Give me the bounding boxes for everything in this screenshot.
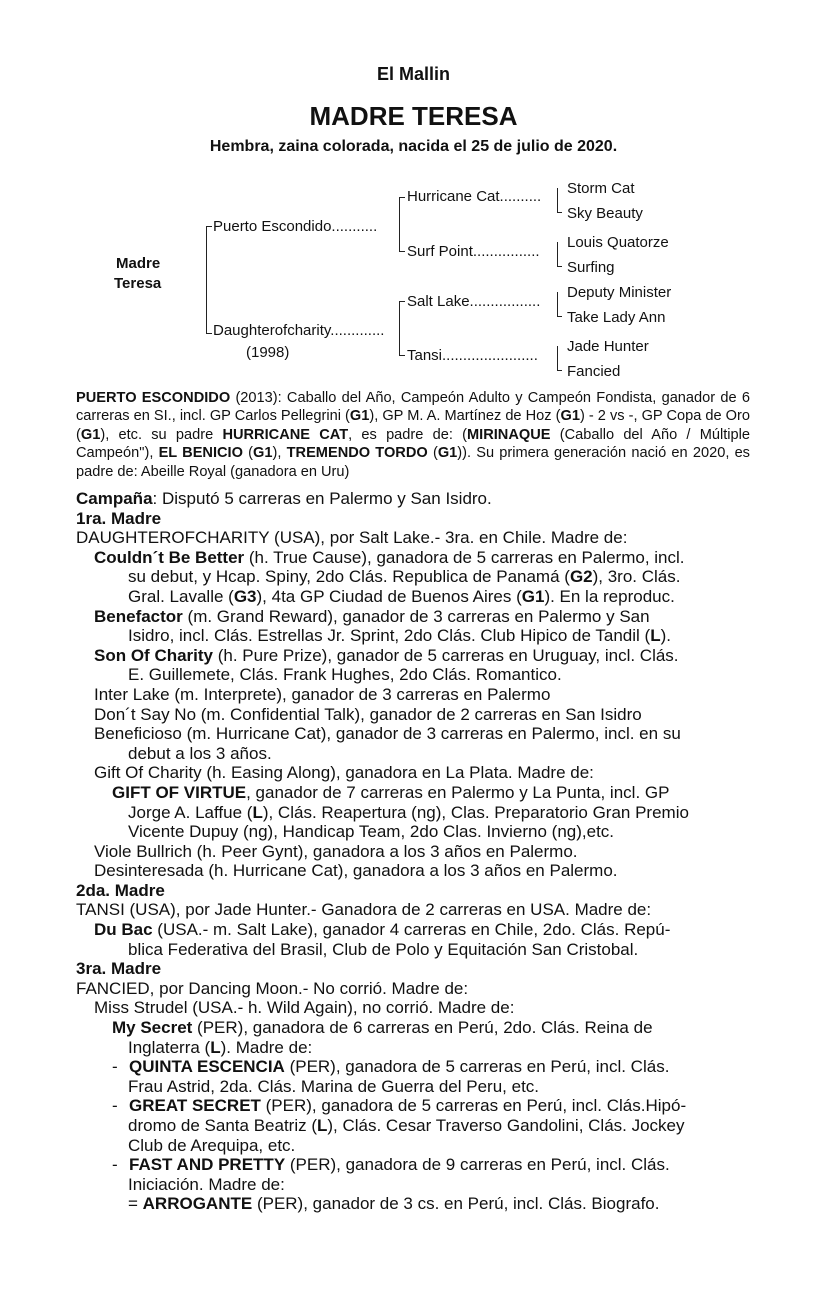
bracket-gen3b-bottom bbox=[557, 266, 562, 267]
bracket-gen3c-bottom bbox=[557, 316, 562, 317]
offspring-name: My Secret bbox=[112, 1018, 193, 1038]
pedigree-ggp-4: Surfing bbox=[567, 259, 615, 276]
bracket-gen3a-bottom bbox=[557, 212, 562, 213]
bracket-gen2b-bottom bbox=[399, 355, 405, 356]
campaign-text: : Disputó 5 carreras en Palermo y San Isidro. bbox=[152, 489, 492, 508]
pedigree-ggp-2: Sky Beauty bbox=[567, 205, 643, 222]
race-record bbox=[76, 489, 766, 1214]
bracket-gen3d-bottom bbox=[557, 370, 562, 371]
bracket-gen2a-top bbox=[399, 197, 405, 198]
item-prefix: = bbox=[128, 1194, 143, 1214]
pedigree-chart bbox=[0, 0, 827, 400]
horse-description: Hembra, zaina colorada, nacida el 25 de julio de 2020. bbox=[209, 138, 618, 155]
list-item-continuation bbox=[76, 626, 766, 646]
pedigree-ggp-3: Louis Quatorze bbox=[567, 234, 669, 251]
pedigree-sire-sire: Hurricane Cat.......... bbox=[407, 188, 542, 205]
sire-text: ), bbox=[272, 445, 287, 462]
item-text: Isidro, incl. Clás. Estrellas Jr. Sprint, 2do Clás. Club Hipico de Tandil ( bbox=[128, 626, 651, 646]
campaign-line bbox=[76, 489, 766, 509]
pedigree-ggp-7: Jade Hunter bbox=[567, 338, 649, 355]
grade-g3: G3 bbox=[233, 586, 257, 606]
pedigree-subject-line2: Teresa bbox=[114, 275, 162, 292]
dash-bullet: - bbox=[112, 1057, 118, 1077]
bracket-gen2a bbox=[399, 197, 400, 252]
list-item: Miss Strudel (USA.- h. Wild Again), no corrió. Madre de: bbox=[94, 998, 515, 1018]
item-text: ), Clás. Reapertura (ng), Clas. Preparatorio Gran Premio bbox=[262, 802, 689, 822]
list-item-continuation bbox=[76, 587, 766, 607]
bracket-gen3a bbox=[557, 188, 558, 213]
list-item-continuation bbox=[76, 1194, 766, 1214]
item-text: Gral. Lavalle ( bbox=[128, 586, 234, 606]
offspring-name: QUINTA ESCENCIA bbox=[129, 1057, 285, 1077]
offspring-name: Benefactor bbox=[94, 606, 183, 626]
list-item: Viole Bullrich (h. Peer Gynt), ganadora a los 3 años en Palermo. bbox=[94, 841, 578, 861]
item-text: (m. Grand Reward), ganador de 3 carreras en Palermo y San bbox=[182, 606, 650, 626]
horse-name: MADRE TERESA bbox=[309, 101, 518, 131]
item-text: (USA.- m. Salt Lake), ganador 4 carreras en Chile, 2do. Clás. Repú- bbox=[152, 920, 671, 940]
farm-name: El Mallin bbox=[376, 64, 450, 84]
grade-g2: G2 bbox=[569, 567, 593, 587]
dash-bullet: - bbox=[112, 1096, 118, 1116]
item-text: , ganador de 7 carreras en Palermo y La Punta, incl. GP bbox=[246, 782, 670, 802]
list-item bbox=[76, 1018, 766, 1038]
list-item-continuation: Frau Astrid, 2da. Clás. Marina de Guerra del Peru, etc. bbox=[128, 1076, 540, 1096]
list-item: Desinteresada (h. Hurricane Cat), ganadora a los 3 años en Palermo. bbox=[94, 861, 618, 881]
section-second-dam: 2da. Madre bbox=[76, 880, 165, 900]
third-dam-intro: FANCIED, por Dancing Moon.- No corrió. Madre de: bbox=[76, 978, 469, 998]
list-item: Inter Lake (m. Interprete), ganador de 3 carreras en Palermo bbox=[94, 684, 551, 704]
sire-name: PUERTO ESCONDIDO bbox=[76, 390, 231, 406]
grade-listed: L bbox=[316, 1116, 328, 1135]
campaign-label: Campaña bbox=[76, 489, 153, 508]
item-text: ). En la reproduc. bbox=[544, 586, 675, 606]
grade-g1: G1 bbox=[253, 445, 273, 462]
item-text: dromo de Santa Beatriz ( bbox=[128, 1116, 317, 1135]
list-item: Gift Of Charity (h. Easing Along), ganadora en La Plata. Madre de: bbox=[94, 763, 594, 783]
pedigree-sire: Puerto Escondido........... bbox=[213, 218, 378, 235]
grade-listed: L bbox=[210, 1037, 221, 1057]
list-item-continuation bbox=[76, 567, 766, 587]
bracket-gen1-top bbox=[206, 226, 212, 227]
list-item bbox=[76, 1057, 766, 1077]
item-text: (PER), ganador de 3 cs. en Perú, incl. Clás. Biografo. bbox=[252, 1194, 660, 1214]
bracket-gen3c bbox=[557, 292, 558, 317]
item-text: Jorge A. Laffue ( bbox=[128, 802, 253, 822]
grade-g1: G1 bbox=[560, 408, 580, 425]
item-text: (h. True Cause), ganadora de 5 carreras en Palermo, incl. bbox=[244, 547, 685, 567]
item-text: Inglaterra ( bbox=[128, 1037, 211, 1057]
grade-g1: G1 bbox=[80, 426, 101, 443]
list-item-continuation: E. Guillemete, Clás. Frank Hughes, 2do Clás. Romantico. bbox=[128, 665, 562, 685]
offspring-name: GIFT OF VIRTUE bbox=[112, 782, 247, 802]
section-third-dam: 3ra. Madre bbox=[76, 959, 162, 979]
list-item bbox=[76, 646, 766, 666]
list-item-continuation bbox=[76, 803, 766, 823]
item-text: (h. Pure Prize), ganador de 5 carreras en Uruguay, incl. Clás. bbox=[213, 645, 679, 665]
item-text: ). Madre de: bbox=[220, 1037, 313, 1057]
grade-g1: G1 bbox=[521, 586, 545, 606]
offspring-name: FAST AND PRETTY bbox=[129, 1155, 286, 1175]
list-item bbox=[76, 548, 766, 568]
pedigree-dam-dam: Tansi....................... bbox=[407, 347, 538, 364]
pedigree-ggp-5: Deputy Minister bbox=[567, 284, 672, 301]
sire-text: )). Su primera generación nació en 2020, es padre de: Abeille Royal (ganadora en Uru) bbox=[76, 445, 750, 480]
pedigree-ggp-8: Fancied bbox=[567, 363, 621, 380]
sire-text: ( bbox=[427, 445, 438, 462]
offspring-name: Couldn´t Be Better bbox=[94, 547, 245, 567]
offspring-name: MIRINAQUE bbox=[467, 426, 551, 443]
list-item-continuation: blica Federativa del Brasil, Club de Polo y Equitación San Cristobal. bbox=[128, 939, 639, 959]
offspring-name: GREAT SECRET bbox=[129, 1096, 261, 1116]
grade-g1: G1 bbox=[349, 408, 370, 425]
item-text: (PER), ganadora de 6 carreras en Perú, 2do. Clás. Reina de bbox=[192, 1018, 653, 1038]
sire-text: (Caballo del Año / Múltiple Campeón"), bbox=[76, 426, 750, 462]
item-text: (PER), ganadora de 5 carreras en Perú, incl. Clás.Hipó- bbox=[260, 1096, 687, 1116]
pedigree-ggp-1: Storm Cat bbox=[567, 180, 635, 197]
pedigree-dam-sire: Salt Lake................. bbox=[407, 293, 541, 310]
list-item bbox=[76, 783, 766, 803]
pedigree-dam: Daughterofcharity............. bbox=[213, 322, 385, 339]
item-text: ), Clás. Cesar Traverso Gandolini, Clás. Jockey bbox=[327, 1116, 685, 1135]
list-item-continuation: debut a los 3 años. bbox=[128, 743, 272, 763]
offspring-name: Son Of Charity bbox=[94, 645, 214, 665]
bracket-gen2b-top bbox=[399, 301, 405, 302]
sire-text: , es padre de: ( bbox=[348, 426, 467, 443]
offspring-name: TREMENDO TORDO bbox=[286, 445, 428, 462]
first-dam-intro: DAUGHTEROFCHARITY (USA), por Salt Lake.- 3ra. en Chile. Madre de: bbox=[76, 528, 628, 548]
bracket-gen3b bbox=[557, 242, 558, 267]
list-item-continuation: Club de Arequipa, etc. bbox=[128, 1135, 296, 1155]
bracket-gen1-bottom bbox=[206, 333, 212, 334]
sire-sire-name: HURRICANE CAT bbox=[222, 426, 349, 443]
section-first-dam: 1ra. Madre bbox=[76, 508, 162, 528]
sire-text: ( bbox=[242, 445, 254, 462]
offspring-name: EL BENICIO bbox=[158, 445, 243, 462]
item-text: (PER), ganadora de 9 carreras en Perú, incl. Clás. bbox=[285, 1155, 670, 1175]
offspring-name: Du Bac bbox=[94, 920, 153, 940]
pedigree-ggp-6: Take Lady Ann bbox=[567, 309, 666, 326]
list-item-continuation bbox=[76, 1116, 766, 1136]
sire-text: ), GP M. A. Martínez de Hoz ( bbox=[369, 408, 561, 425]
bracket-gen1 bbox=[206, 226, 207, 334]
list-item bbox=[76, 1096, 766, 1116]
item-text: su debut, y Hcap. Spiny, 2do Clás. Republica de Panamá ( bbox=[128, 567, 570, 587]
sire-text: (2013): Caballo del Año, Campeón Adulto y Campeón Fondista, ganador de 6 carreras en SI., incl. GP Carlos Pellegrini ( bbox=[76, 390, 750, 425]
sire-paragraph bbox=[76, 389, 750, 481]
bracket-gen3d bbox=[557, 346, 558, 371]
list-item bbox=[76, 607, 766, 627]
grade-listed: L bbox=[650, 626, 661, 646]
sire-text: ) - 2 vs -, GP Copa de Oro ( bbox=[76, 408, 751, 443]
grade-listed: L bbox=[252, 802, 263, 822]
item-text: ). bbox=[660, 626, 671, 646]
item-text: ), 3ro. Clás. bbox=[592, 567, 681, 587]
list-item-continuation bbox=[76, 1038, 766, 1058]
list-item-continuation: Iniciación. Madre de: bbox=[128, 1174, 285, 1194]
list-item: Don´t Say No (m. Confidential Talk), ganador de 2 carreras en San Isidro bbox=[94, 704, 642, 724]
second-dam-intro: TANSI (USA), por Jade Hunter.- Ganadora de 2 carreras en USA. Madre de: bbox=[76, 900, 652, 920]
list-item bbox=[76, 1155, 766, 1175]
pedigree-sire-dam: Surf Point................ bbox=[407, 243, 540, 260]
pedigree-dam-year: (1998) bbox=[246, 344, 290, 361]
list-item bbox=[76, 920, 766, 940]
dash-bullet: - bbox=[112, 1155, 118, 1175]
list-item: Beneficioso (m. Hurricane Cat), ganador de 3 carreras en Palermo, incl. en su bbox=[94, 724, 681, 744]
sire-text: ), etc. su padre bbox=[100, 426, 223, 443]
list-item-continuation: Vicente Dupuy (ng), Handicap Team, 2do Clas. Invierno (ng),etc. bbox=[128, 822, 615, 842]
item-text: (PER), ganadora de 5 carreras en Perú, incl. Clás. bbox=[284, 1057, 670, 1077]
bracket-gen2a-bottom bbox=[399, 251, 405, 252]
pedigree-subject-line1: Madre bbox=[116, 255, 161, 272]
offspring-name: ARROGANTE bbox=[142, 1194, 253, 1214]
item-text: ), 4ta GP Ciudad de Buenos Aires ( bbox=[256, 586, 522, 606]
bracket-gen2b bbox=[399, 301, 400, 356]
grade-g1: G1 bbox=[437, 445, 458, 462]
